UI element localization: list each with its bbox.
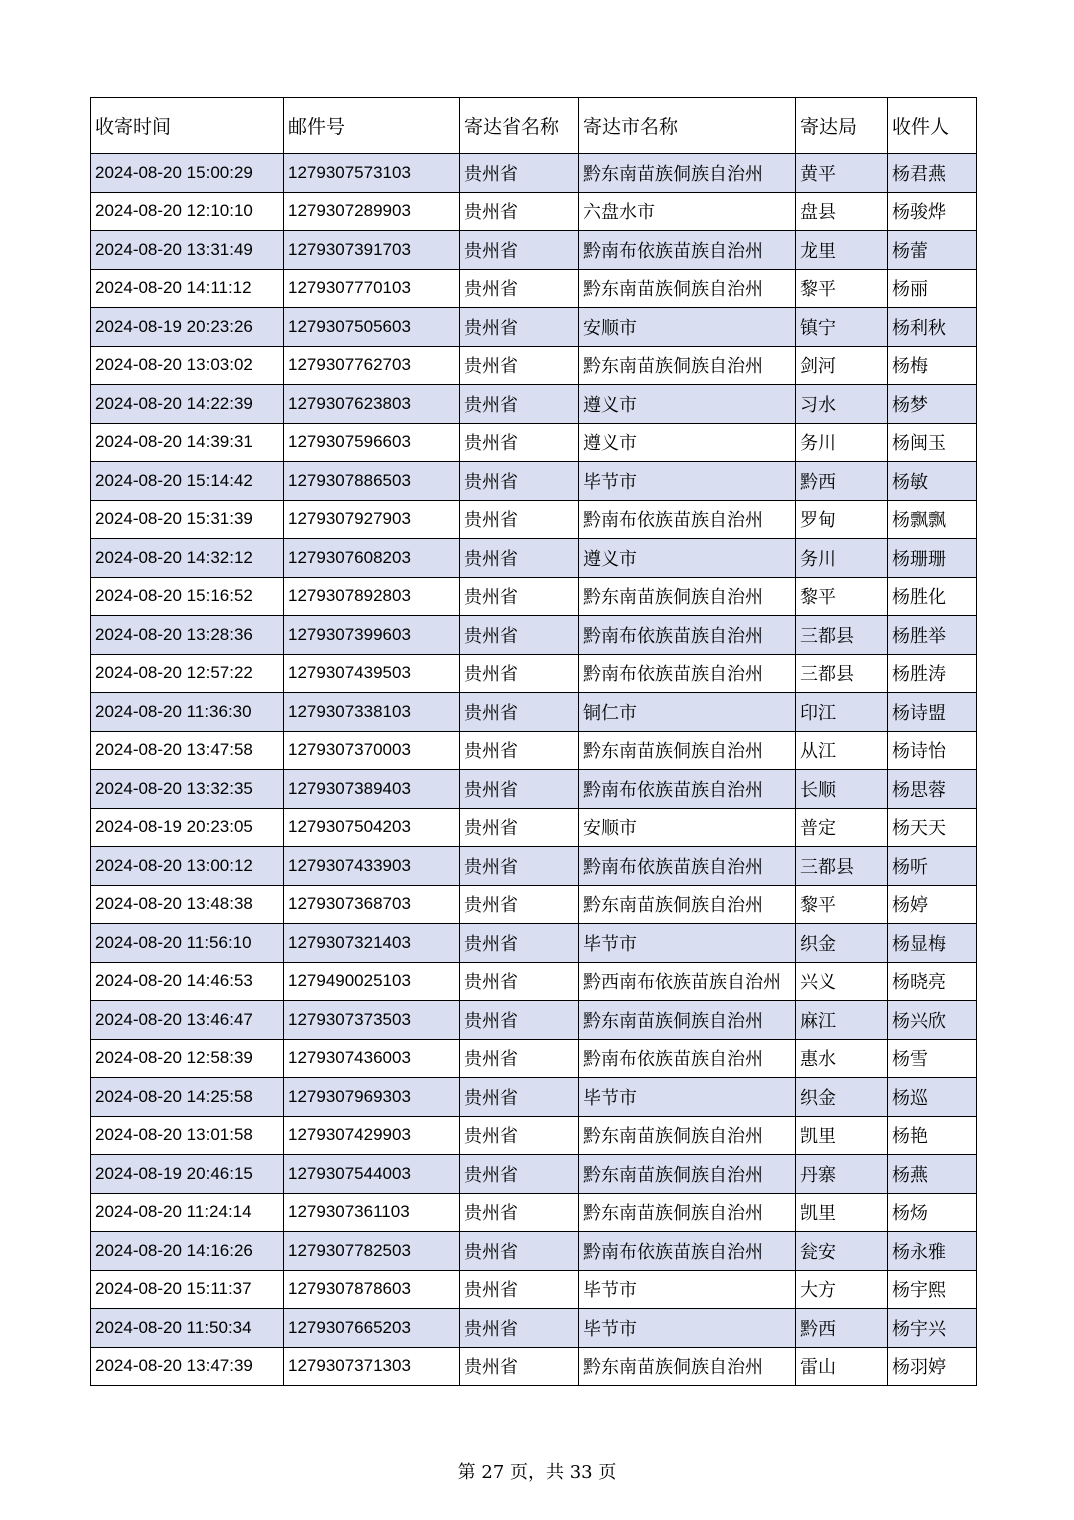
cell-province: 贵州省 [460, 231, 579, 270]
cell-send-time: 2024-08-20 14:25:58 [91, 1078, 284, 1117]
table-row [91, 1193, 977, 1232]
table-row [91, 731, 977, 770]
cell-recipient: 杨兴欣 [888, 1001, 977, 1040]
cell-send-time: 2024-08-20 14:39:31 [91, 423, 284, 462]
cell-send-time: 2024-08-20 14:11:12 [91, 269, 284, 308]
cell-office: 三都县 [796, 616, 888, 655]
cell-office: 麻江 [796, 1001, 888, 1040]
cell-recipient: 杨丽 [888, 269, 977, 308]
cell-recipient: 杨胜举 [888, 616, 977, 655]
cell-office: 务川 [796, 539, 888, 578]
cell-mail-number: 1279307623803 [284, 385, 460, 424]
table-row [91, 693, 977, 732]
cell-send-time: 2024-08-19 20:23:26 [91, 308, 284, 347]
cell-province: 贵州省 [460, 808, 579, 847]
cell-recipient: 杨永雅 [888, 1232, 977, 1271]
cell-mail-number: 1279307770103 [284, 269, 460, 308]
cell-mail-number: 1279307762703 [284, 346, 460, 385]
cell-city: 黔南布依族苗族自治州 [579, 770, 796, 809]
cell-recipient: 杨飘飘 [888, 500, 977, 539]
cell-province: 贵州省 [460, 1270, 579, 1309]
cell-province: 贵州省 [460, 577, 579, 616]
cell-mail-number: 1279307338103 [284, 693, 460, 732]
cell-province: 贵州省 [460, 885, 579, 924]
cell-province: 贵州省 [460, 1116, 579, 1155]
cell-recipient: 杨梅 [888, 346, 977, 385]
cell-city: 黔西南布依族苗族自治州 [579, 962, 796, 1001]
cell-send-time: 2024-08-20 15:00:29 [91, 154, 284, 193]
table-row [91, 1309, 977, 1348]
cell-mail-number: 1279307436003 [284, 1039, 460, 1078]
cell-office: 大方 [796, 1270, 888, 1309]
cell-city: 遵义市 [579, 539, 796, 578]
cell-recipient: 杨雪 [888, 1039, 977, 1078]
cell-mail-number: 1279307665203 [284, 1309, 460, 1348]
cell-province: 贵州省 [460, 1309, 579, 1348]
cell-city: 黔南布依族苗族自治州 [579, 847, 796, 886]
cell-province: 贵州省 [460, 847, 579, 886]
cell-send-time: 2024-08-20 11:56:10 [91, 924, 284, 963]
cell-mail-number: 1279307371303 [284, 1347, 460, 1386]
cell-office: 从江 [796, 731, 888, 770]
cell-send-time: 2024-08-20 15:11:37 [91, 1270, 284, 1309]
cell-office: 龙里 [796, 231, 888, 270]
cell-city: 毕节市 [579, 924, 796, 963]
header-send-time: 收寄时间 [91, 98, 284, 154]
cell-city: 黔南布依族苗族自治州 [579, 500, 796, 539]
cell-send-time: 2024-08-20 12:10:10 [91, 192, 284, 231]
cell-send-time: 2024-08-20 13:47:58 [91, 731, 284, 770]
cell-mail-number: 1279307892803 [284, 577, 460, 616]
cell-city: 黔东南苗族侗族自治州 [579, 885, 796, 924]
cell-city: 黔南布依族苗族自治州 [579, 654, 796, 693]
cell-city: 毕节市 [579, 1078, 796, 1117]
cell-mail-number: 1279307596603 [284, 423, 460, 462]
table-row [91, 1078, 977, 1117]
cell-send-time: 2024-08-20 15:31:39 [91, 500, 284, 539]
table-row [91, 1155, 977, 1194]
cell-province: 贵州省 [460, 1001, 579, 1040]
cell-recipient: 杨敏 [888, 462, 977, 501]
cell-office: 凯里 [796, 1193, 888, 1232]
cell-province: 贵州省 [460, 500, 579, 539]
cell-send-time: 2024-08-19 20:23:05 [91, 808, 284, 847]
cell-office: 黔西 [796, 462, 888, 501]
cell-city: 黔东南苗族侗族自治州 [579, 577, 796, 616]
cell-recipient: 杨胜涛 [888, 654, 977, 693]
records-table [90, 97, 977, 1386]
table-row [91, 770, 977, 809]
cell-office: 雷山 [796, 1347, 888, 1386]
table-row [91, 1116, 977, 1155]
cell-recipient: 杨宇熙 [888, 1270, 977, 1309]
cell-send-time: 2024-08-20 13:46:47 [91, 1001, 284, 1040]
cell-office: 凯里 [796, 1116, 888, 1155]
cell-city: 六盘水市 [579, 192, 796, 231]
cell-mail-number: 1279307505603 [284, 308, 460, 347]
table-row [91, 500, 977, 539]
cell-recipient: 杨思蓉 [888, 770, 977, 809]
cell-province: 贵州省 [460, 423, 579, 462]
cell-office: 黔西 [796, 1309, 888, 1348]
cell-recipient: 杨利秋 [888, 308, 977, 347]
cell-province: 贵州省 [460, 1155, 579, 1194]
table-row [91, 308, 977, 347]
cell-city: 黔东南苗族侗族自治州 [579, 154, 796, 193]
table-row [91, 423, 977, 462]
cell-recipient: 杨君燕 [888, 154, 977, 193]
cell-city: 遵义市 [579, 385, 796, 424]
cell-province: 贵州省 [460, 385, 579, 424]
header-province: 寄达省名称 [460, 98, 579, 154]
table-row [91, 847, 977, 886]
cell-city: 黔东南苗族侗族自治州 [579, 731, 796, 770]
cell-province: 贵州省 [460, 462, 579, 501]
cell-city: 安顺市 [579, 308, 796, 347]
cell-city: 遵义市 [579, 423, 796, 462]
cell-recipient: 杨巡 [888, 1078, 977, 1117]
cell-recipient: 杨天天 [888, 808, 977, 847]
table-body [91, 154, 977, 1386]
cell-office: 印江 [796, 693, 888, 732]
table-row [91, 1232, 977, 1271]
cell-province: 贵州省 [460, 269, 579, 308]
cell-city: 黔东南苗族侗族自治州 [579, 1193, 796, 1232]
cell-recipient: 杨胜化 [888, 577, 977, 616]
cell-city: 黔南布依族苗族自治州 [579, 1232, 796, 1271]
cell-mail-number: 1279307289903 [284, 192, 460, 231]
cell-province: 贵州省 [460, 1193, 579, 1232]
cell-send-time: 2024-08-20 13:00:12 [91, 847, 284, 886]
cell-mail-number: 1279307544003 [284, 1155, 460, 1194]
table-row [91, 885, 977, 924]
cell-send-time: 2024-08-20 12:58:39 [91, 1039, 284, 1078]
table-row [91, 269, 977, 308]
cell-mail-number: 1279307429903 [284, 1116, 460, 1155]
cell-send-time: 2024-08-20 11:36:30 [91, 693, 284, 732]
cell-office: 盘县 [796, 192, 888, 231]
table-row [91, 385, 977, 424]
cell-province: 贵州省 [460, 1039, 579, 1078]
cell-send-time: 2024-08-20 13:28:36 [91, 616, 284, 655]
header-row [91, 98, 977, 154]
cell-office: 织金 [796, 924, 888, 963]
cell-office: 三都县 [796, 847, 888, 886]
cell-mail-number: 1279307321403 [284, 924, 460, 963]
cell-recipient: 杨珊珊 [888, 539, 977, 578]
cell-send-time: 2024-08-20 12:57:22 [91, 654, 284, 693]
page-footer: 第 27 页，共 33 页 [457, 1462, 617, 1483]
cell-office: 镇宁 [796, 308, 888, 347]
cell-city: 黔东南苗族侗族自治州 [579, 1001, 796, 1040]
cell-send-time: 2024-08-20 14:46:53 [91, 962, 284, 1001]
cell-city: 黔东南苗族侗族自治州 [579, 1116, 796, 1155]
cell-recipient: 杨听 [888, 847, 977, 886]
cell-mail-number: 1279490025103 [284, 962, 460, 1001]
cell-mail-number: 1279307368703 [284, 885, 460, 924]
cell-office: 织金 [796, 1078, 888, 1117]
cell-province: 贵州省 [460, 539, 579, 578]
cell-send-time: 2024-08-20 13:01:58 [91, 1116, 284, 1155]
cell-send-time: 2024-08-19 20:46:15 [91, 1155, 284, 1194]
cell-send-time: 2024-08-20 14:22:39 [91, 385, 284, 424]
cell-city: 黔南布依族苗族自治州 [579, 1039, 796, 1078]
cell-city: 毕节市 [579, 1309, 796, 1348]
cell-send-time: 2024-08-20 13:31:49 [91, 231, 284, 270]
cell-office: 三都县 [796, 654, 888, 693]
header-recipient: 收件人 [888, 98, 977, 154]
header-office: 寄达局 [796, 98, 888, 154]
cell-mail-number: 1279307389403 [284, 770, 460, 809]
cell-send-time: 2024-08-20 11:24:14 [91, 1193, 284, 1232]
cell-office: 普定 [796, 808, 888, 847]
cell-mail-number: 1279307439503 [284, 654, 460, 693]
cell-mail-number: 1279307886503 [284, 462, 460, 501]
cell-office: 惠水 [796, 1039, 888, 1078]
cell-mail-number: 1279307782503 [284, 1232, 460, 1271]
cell-city: 黔南布依族苗族自治州 [579, 231, 796, 270]
cell-office: 务川 [796, 423, 888, 462]
cell-province: 贵州省 [460, 1232, 579, 1271]
cell-province: 贵州省 [460, 654, 579, 693]
cell-recipient: 杨婷 [888, 885, 977, 924]
cell-send-time: 2024-08-20 13:48:38 [91, 885, 284, 924]
cell-send-time: 2024-08-20 13:32:35 [91, 770, 284, 809]
cell-recipient: 杨晓亮 [888, 962, 977, 1001]
cell-city: 毕节市 [579, 1270, 796, 1309]
cell-send-time: 2024-08-20 11:50:34 [91, 1309, 284, 1348]
cell-mail-number: 1279307927903 [284, 500, 460, 539]
cell-recipient: 杨诗怡 [888, 731, 977, 770]
cell-province: 贵州省 [460, 1347, 579, 1386]
cell-recipient: 杨梦 [888, 385, 977, 424]
cell-province: 贵州省 [460, 1078, 579, 1117]
table-row [91, 1039, 977, 1078]
cell-recipient: 杨骏烨 [888, 192, 977, 231]
cell-office: 长顺 [796, 770, 888, 809]
table-row [91, 808, 977, 847]
cell-city: 黔东南苗族侗族自治州 [579, 1347, 796, 1386]
cell-office: 黎平 [796, 885, 888, 924]
cell-send-time: 2024-08-20 15:14:42 [91, 462, 284, 501]
table-row [91, 1347, 977, 1386]
table-row [91, 577, 977, 616]
cell-send-time: 2024-08-20 13:47:39 [91, 1347, 284, 1386]
table-row [91, 231, 977, 270]
table-row [91, 1001, 977, 1040]
cell-city: 毕节市 [579, 462, 796, 501]
cell-recipient: 杨显梅 [888, 924, 977, 963]
cell-province: 贵州省 [460, 924, 579, 963]
cell-mail-number: 1279307373503 [284, 1001, 460, 1040]
cell-city: 黔东南苗族侗族自治州 [579, 1155, 796, 1194]
cell-mail-number: 1279307433903 [284, 847, 460, 886]
cell-send-time: 2024-08-20 14:16:26 [91, 1232, 284, 1271]
cell-office: 黎平 [796, 269, 888, 308]
cell-mail-number: 1279307504203 [284, 808, 460, 847]
cell-recipient: 杨宇兴 [888, 1309, 977, 1348]
cell-recipient: 杨羽婷 [888, 1347, 977, 1386]
cell-send-time: 2024-08-20 15:16:52 [91, 577, 284, 616]
cell-recipient: 杨闽玉 [888, 423, 977, 462]
table-row [91, 346, 977, 385]
cell-city: 黔南布依族苗族自治州 [579, 616, 796, 655]
cell-province: 贵州省 [460, 770, 579, 809]
table-row [91, 962, 977, 1001]
cell-recipient: 杨艳 [888, 1116, 977, 1155]
cell-province: 贵州省 [460, 616, 579, 655]
cell-recipient: 杨蕾 [888, 231, 977, 270]
cell-mail-number: 1279307878603 [284, 1270, 460, 1309]
cell-mail-number: 1279307608203 [284, 539, 460, 578]
cell-mail-number: 1279307399603 [284, 616, 460, 655]
table-row [91, 1270, 977, 1309]
cell-send-time: 2024-08-20 14:32:12 [91, 539, 284, 578]
table-row [91, 539, 977, 578]
cell-office: 瓮安 [796, 1232, 888, 1271]
cell-province: 贵州省 [460, 962, 579, 1001]
cell-recipient: 杨炀 [888, 1193, 977, 1232]
cell-office: 丹寨 [796, 1155, 888, 1194]
cell-recipient: 杨诗盟 [888, 693, 977, 732]
cell-mail-number: 1279307573103 [284, 154, 460, 193]
cell-office: 黎平 [796, 577, 888, 616]
header-city: 寄达市名称 [579, 98, 796, 154]
cell-city: 黔东南苗族侗族自治州 [579, 269, 796, 308]
cell-office: 剑河 [796, 346, 888, 385]
cell-city: 铜仁市 [579, 693, 796, 732]
cell-send-time: 2024-08-20 13:03:02 [91, 346, 284, 385]
cell-mail-number: 1279307391703 [284, 231, 460, 270]
table-row [91, 616, 977, 655]
table-row [91, 924, 977, 963]
cell-office: 兴义 [796, 962, 888, 1001]
header-mail-number: 邮件号 [284, 98, 460, 154]
table-row [91, 192, 977, 231]
cell-city: 黔东南苗族侗族自治州 [579, 346, 796, 385]
table-row [91, 462, 977, 501]
cell-province: 贵州省 [460, 308, 579, 347]
cell-province: 贵州省 [460, 731, 579, 770]
cell-recipient: 杨燕 [888, 1155, 977, 1194]
table-row [91, 154, 977, 193]
cell-office: 罗甸 [796, 500, 888, 539]
table-row [91, 654, 977, 693]
cell-province: 贵州省 [460, 346, 579, 385]
cell-mail-number: 1279307361103 [284, 1193, 460, 1232]
cell-office: 黄平 [796, 154, 888, 193]
cell-mail-number: 1279307969303 [284, 1078, 460, 1117]
cell-office: 习水 [796, 385, 888, 424]
cell-province: 贵州省 [460, 693, 579, 732]
cell-province: 贵州省 [460, 154, 579, 193]
cell-province: 贵州省 [460, 192, 579, 231]
cell-mail-number: 1279307370003 [284, 731, 460, 770]
cell-city: 安顺市 [579, 808, 796, 847]
